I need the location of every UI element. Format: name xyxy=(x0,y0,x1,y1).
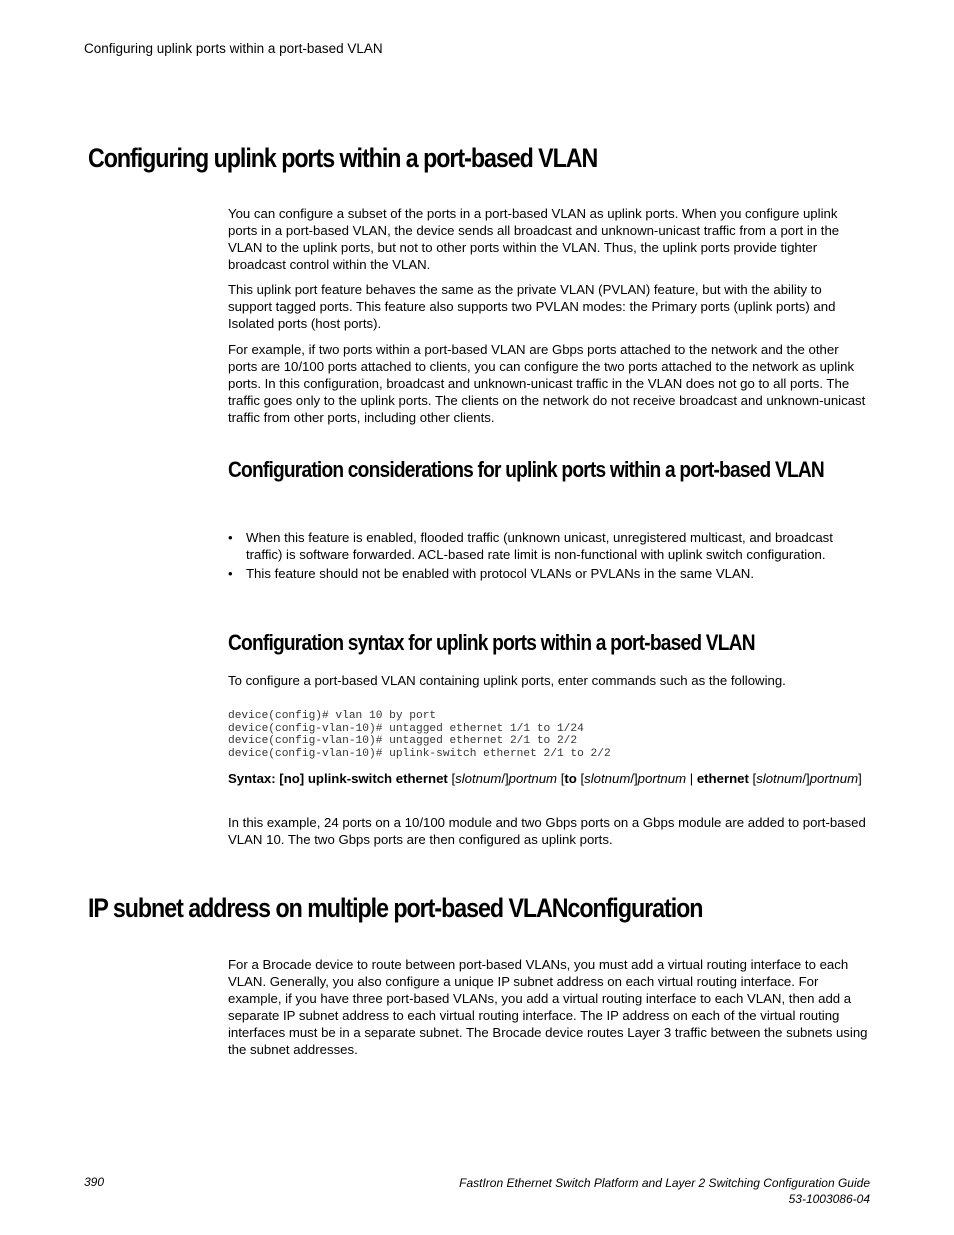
section-title-uplink-ports: Configuring uplink ports within a port-based VLAN xyxy=(88,143,598,173)
code-line: device(config-vlan-10)# untagged ethernet 2/1 to 2/2 xyxy=(228,735,578,748)
page-number: 390 xyxy=(84,1175,105,1189)
paragraph-syntax-intro: To configure a port-based VLAN containing uplink ports, enter commands such as the following. xyxy=(228,673,786,688)
bullet-icon: • xyxy=(228,566,233,581)
considerations-list xyxy=(228,529,868,584)
code-line: device(config)# vlan 10 by port xyxy=(228,710,437,722)
subsection-title-considerations: Configuration considerations for uplink ports within a port-based VLAN xyxy=(228,457,824,482)
subsection-title-syntax: Configuration syntax for uplink ports within a port-based VLAN xyxy=(228,630,755,655)
list-item: • When this feature is enabled, flooded traffic (unknown unicast, unregistered multicast, and broadcast traffic) is software forwarded. ACL-based rate limit is non-functional with uplink switch configuration. xyxy=(228,530,833,562)
paragraph-pvlan: This uplink port feature behaves the same as the private VLAN (PVLAN) feature, but with the ability to support tagged ports. This feature also supports two PVLAN modes: the Primary ports (uplink ports) and Isolated ports (host ports). xyxy=(228,282,836,331)
syntax-line: Syntax: [no] uplink-switch ethernet [slotnum/]portnum [to [slotnum/]portnum | ethernet [slotnum/]portnum] xyxy=(228,771,862,786)
paragraph-intro: You can configure a subset of the ports in a port-based VLAN as uplink ports. When you configure uplink ports in a port-based VLAN, the device sends all broadcast and unknown-unicast traffic from a port in the VLAN to the uplink ports, but not to other ports within the VLAN. Thus, the uplink ports provide tighter broadcast control within the VLAN. xyxy=(228,206,840,272)
bullet-icon: • xyxy=(228,530,233,545)
paragraph-ip-subnet: For a Brocade device to route between port-based VLANs, you must add a virtual routing interface to each VLAN. Generally, you also configure a unique IP subnet address on each virtual routing interface. For example, if you have three port-based VLANs, you add a virtual routing interface to each VLAN, then add a separate IP subnet address to each virtual routing interface. The IP address on each of the virtual routing interfaces must be in a separate subnet. The Brocade device routes Layer 3 traffic between the subnets using the subnet addresses. xyxy=(228,957,868,1057)
list-item: • This feature should not be enabled with protocol VLANs or PVLANs in the same VLAN. xyxy=(228,566,754,581)
section-title-ip-subnet: IP subnet address on multiple port-based VLANconfiguration xyxy=(88,893,703,923)
footer-doc-info xyxy=(459,1175,870,1207)
code-block xyxy=(228,710,611,760)
paragraph-syntax-example: In this example, 24 ports on a 10/100 module and two Gbps ports on a Gbps module are added to port-based VLAN 10. The two Gbps ports are then configured as uplink ports. xyxy=(228,815,866,847)
code-line: device(config-vlan-10)# untagged ethernet 1/1 to 1/24 xyxy=(228,722,584,735)
paragraph-example: For example, if two ports within a port-based VLAN are Gbps ports attached to the network and the other ports are 10/100 ports attached to clients, you can configure the two ports attached to the network as uplink ports. In this configuration, broadcast and unknown-unicast traffic in the VLAN does not go to all ports. The traffic goes only to the uplink ports. The clients on the network do not receive broadcast and unknown-unicast traffic from other ports, including other clients. xyxy=(228,342,866,425)
code-line: device(config-vlan-10)# uplink-switch ethernet 2/1 to 2/2 xyxy=(228,747,611,760)
footer-doc-title: FastIron Ethernet Switch Platform and Layer 2 Switching Configuration Guide xyxy=(459,1176,870,1190)
running-head: Configuring uplink ports within a port-based VLAN xyxy=(84,41,383,56)
footer-doc-number: 53-1003086-04 xyxy=(788,1192,870,1206)
